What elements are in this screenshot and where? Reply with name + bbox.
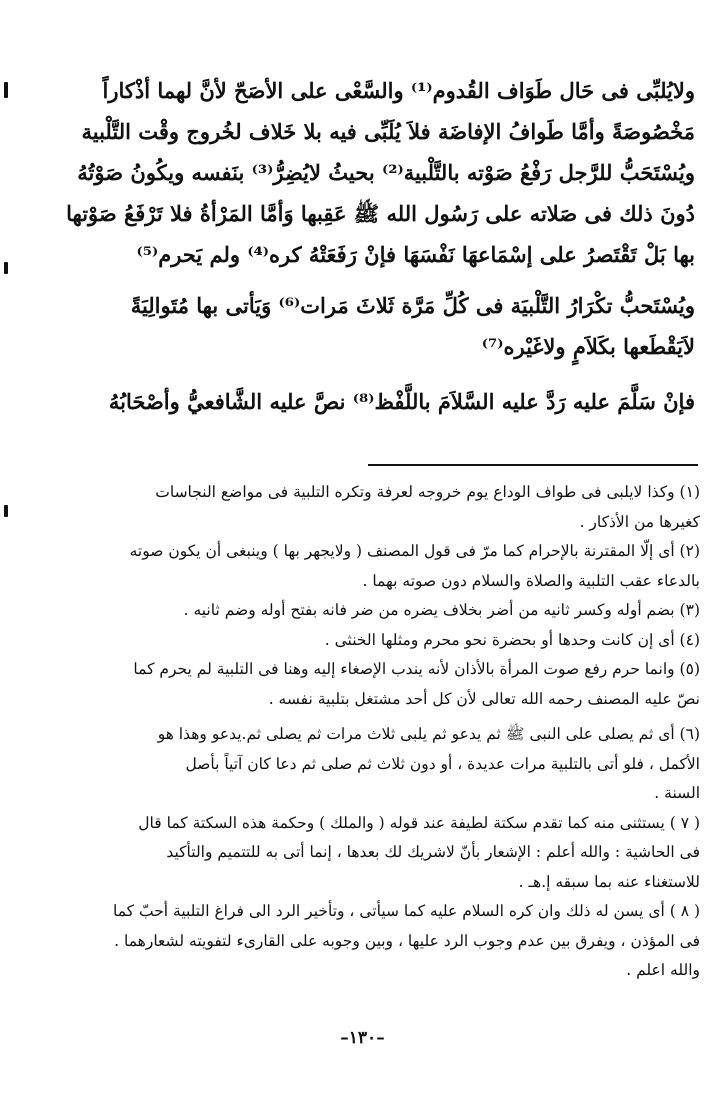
footnote-line: كغيرها من الأذكار . — [579, 512, 700, 531]
footnote — [30, 478, 700, 537]
main-line: ويُسْتَحَبُّ للرَّجل رَفْعُ صَوْته بالتَّلْبية⁽²⁾ بحيثُ لايُضِرُّ⁽³⁾ بنَفسه ويكُونُ صَوْتُهُ — [77, 160, 695, 185]
footnote — [30, 809, 700, 898]
footnote-line: ( ٧ ) يستثنى منه كما تقدم سكتة لطيفة عند قوله ( والملك ) وحكمة هذه السكتة كما قال — [138, 813, 700, 832]
footnote — [30, 626, 700, 656]
main-text — [40, 70, 695, 422]
footnote-line: (٦) أى ثم يصلى على النبى ﷺ ثم يدعو ثم يلبى ثلاث مرات ثم يصلى ثم.يدعو وهذا هو — [157, 725, 700, 743]
main-line: ولايُلبِّى فى حَال طَوَاف القُدوم⁽¹⁾ والسَّعْى على الأصَحّ لأنَّ لهما أذْكاراً — [102, 78, 695, 103]
main-line: بها بَلْ تَقْتَصرُ على إسْمَاعهَا نَفْسَهَا فإنْ رَفَعَتْهُ كره⁽⁴⁾ ولم يَحرم⁽⁵⁾ — [136, 242, 695, 267]
main-line: فإنْ سَلَّمَ عليه رَدَّ عليه السَّلاَمَ باللَّفْظ⁽⁸⁾ نصَّ عليه الشَّافعيُّ وأصْحَابُهُ — [108, 389, 695, 414]
main-line: مَخْصُوصَةً وأمَّا طَوافُ الإفاضَة فلاَ يُلَبِّى فيه بلا خَلاف لخُروج وقْت التَّلْبية — [81, 119, 695, 144]
footnote-separator — [368, 464, 698, 466]
footnote-line: (١) وكذا لايلبى فى طواف الوداع يوم خروجه لعرفة وتكره التلبية فى مواضع النجاسات — [155, 483, 700, 501]
footnote-line: (٣) بضم أوله وكسر ثانيه من أضر بخلاف يضره من ضر فانه بفتح أوله وضم ثانيه . — [183, 601, 700, 619]
main-line: دُونَ ذلك فى صَلاته على رَسُول الله ﷺ عَقِبها وَأمَّا المَرْأةُ فلا تَرْفَعُ صَوْتها — [66, 201, 695, 226]
footnote-line: (٤) أى إن كانت وحدها أو بحضرة نحو محرم ومثلها الخنثى . — [324, 630, 700, 649]
main-paragraph — [40, 381, 695, 422]
margin-mark — [4, 262, 8, 274]
page-number: –١٣٠– — [340, 1028, 385, 1048]
margin-mark — [4, 505, 8, 517]
footnote — [30, 596, 700, 626]
footnote — [30, 655, 700, 714]
main-paragraph — [40, 70, 695, 275]
footnote-line: فى الحاشية : والله أعلم : الإشعار بأنّ لاشريك لك بعدها ، إنما أتى به للتتميم والتأكيد — [166, 843, 700, 861]
footnotes — [30, 478, 700, 986]
footnote-line: الأكمل ، فلو أتى بالتلبية مرات عديدة ، أو دون ثلاث ثم صلى ثم دعا كان آتياً بأصل — [185, 754, 700, 773]
footnote-line: بالدعاء عقب التلبية والصلاة والسلام دون صوته بهما . — [362, 571, 700, 590]
footnote-line: (٥) وانما حرم رفع صوت المرأة بالأذان لأنه يندب الإصغاء إليه وهنا فى التلبية لم يحرم كما — [133, 660, 700, 678]
footnote-line: فى المؤذن ، ويفرق بين عدم وجوب الرد عليها ، وبين وجوبه على القارىء لتفويته لشعارهما . — [114, 931, 700, 950]
main-line: ويُسْتَحبُّ تكْرَارُ التَّلْبيَة فى كُلِّ مَرَّة ثَلاثَ مَرات⁽⁶⁾ وَيَأتى بها مُتَوالِيَةً — [130, 293, 695, 318]
footnote — [30, 537, 700, 596]
footnote-line: والله اعلم . — [626, 961, 700, 979]
footnote-line: السنة . — [654, 784, 700, 802]
main-line: لاَيَقْطَعها بكَلاَمٍ ولاغَيْره⁽⁷⁾ — [481, 334, 695, 359]
footnote — [30, 897, 700, 986]
main-paragraph — [40, 285, 695, 367]
footnote-line: للاستغناء عنه بما سبقه إ.هـ . — [518, 872, 700, 891]
margin-mark — [4, 82, 8, 98]
footnote — [30, 720, 700, 809]
footnote-line: (٢) أى إلّا المقترنة بالإحرام كما مرّ فى قول المصنف ( ولايجهر بها ) وينبغى أن يكون صوته — [129, 542, 700, 560]
footnote-line: ( ٨ ) أى يسن له ذلك وان كره السلام عليه كما سيأتى ، وتأخير الرد الى فراغ التلبية أحبّ كما — [112, 902, 700, 920]
footnote-line: نصّ عليه المصنف رحمه الله تعالى لأن كل أحد مشتغل بتلبية نفسه . — [268, 689, 700, 708]
